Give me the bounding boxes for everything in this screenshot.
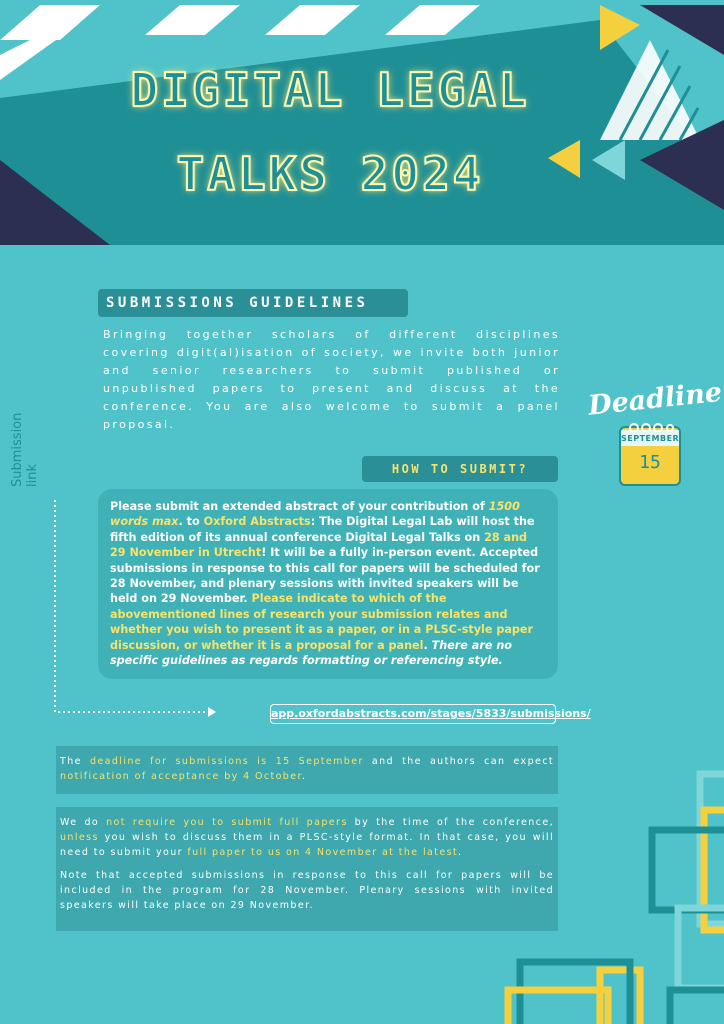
fp-deadline: full paper to us on 4 November at the latest — [187, 847, 459, 858]
deadline-text-2: and the authors can expect — [363, 756, 554, 767]
notification-date: notification of acceptance by 4 October — [60, 771, 302, 782]
how-text-4: ! It will be a fully in-person event. Accepted submissions in response to this call for papers will be scheduled for 28 November, and plenary sessions with invited speakers will be held on 29 November. — [110, 546, 540, 606]
calendar-icon — [619, 426, 681, 486]
deadline-text-1: The — [60, 756, 90, 767]
how-text-5: . — [423, 638, 432, 652]
title-line-1: DIGITAL LEGAL — [130, 63, 530, 117]
intro-paragraph: Bringing together scholars of different disciplines covering digit(al)isation of society, we invite both junior and senior researchers to submit published or unpublished papers to present and discuss at the conference. You are also welcome to submit a panel proposal. — [103, 328, 560, 431]
title-line-2: TALKS 2024 — [176, 147, 484, 201]
submissions-guidelines-heading: SUBMISSIONS GUIDELINES — [98, 289, 408, 317]
submission-link[interactable]: app.oxfordabstracts.com/stages/5833/submissions/ — [270, 704, 556, 724]
conference-dates: 28 and 29 November in Utrecht — [110, 530, 528, 560]
how-text-1: Please submit an extended abstract of your contribution of — [110, 500, 489, 513]
fp-text-2: by the time of the conference, — [347, 817, 554, 828]
how-to-submit-box — [98, 489, 558, 679]
how-text-2: . to — [178, 515, 204, 529]
full-paper-paragraph — [60, 815, 554, 860]
full-paper-info-box — [56, 807, 558, 931]
poster-title — [110, 48, 550, 216]
submission-link-label: Submission link — [10, 412, 40, 487]
program-note: Note that accepted submissions in response to this call for papers will be included in the program for 28 November. Plenary sessions with invited speakers will take place on 29 November. — [60, 870, 554, 911]
fp-text-4: . — [458, 847, 463, 858]
calendar-rings-icon — [626, 420, 674, 432]
deadline-text-3: . — [301, 771, 307, 782]
fp-text-3: you wish to discuss them in a PLSC-style format. In that case, you will need to submit your — [60, 832, 554, 858]
decorative-squares — [500, 770, 724, 1024]
word-limit: 1500 words max — [110, 500, 520, 529]
research-line-instruction: Please indicate to which of the abovementioned lines of research your submission relates and whether you wish to present it as a paper, or in a PLSC-style paper discussion, or whether it is a proposal for a panel — [110, 592, 534, 652]
fp-text-1: We do — [60, 817, 107, 828]
calendar-month: SEPTEMBER — [621, 430, 679, 446]
how-to-submit-heading: HOW TO SUBMIT? — [362, 456, 558, 482]
fp-not-required: not require you to submit full papers — [106, 817, 348, 828]
how-text-3: : The Digital Legal Lab will host the fifth edition of its annual conference Digital Legal Talks on — [110, 515, 535, 544]
deadline-label: Deadline — [586, 376, 724, 422]
oxford-abstracts-link[interactable]: Oxford Abstracts — [203, 515, 311, 529]
calendar-day: 15 — [639, 452, 661, 473]
formatting-note: There are no specific guidelines as regards formatting or referencing style. — [110, 638, 512, 668]
fp-unless: unless — [60, 832, 99, 843]
deadline-info-box — [56, 746, 558, 794]
submission-deadline: deadline for submissions is 15 September — [89, 756, 364, 767]
